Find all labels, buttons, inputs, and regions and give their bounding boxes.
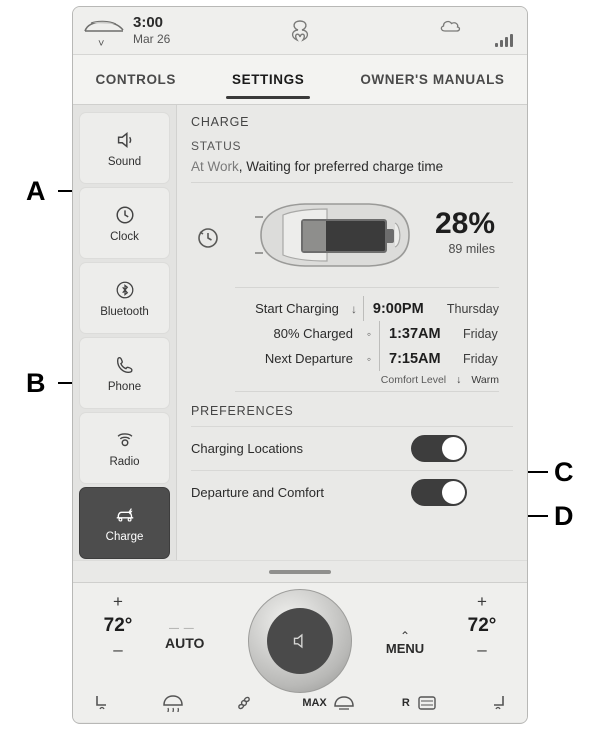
tab-owners-manuals[interactable]: OWNER'S MANUALS — [360, 72, 505, 87]
driver-temp-value: 72° — [103, 615, 133, 636]
bluetooth-icon — [114, 279, 136, 301]
charging-locations-toggle[interactable] — [411, 435, 467, 462]
driver-temp-control[interactable] — [87, 593, 149, 659]
eighty-percent-row[interactable] — [235, 321, 499, 346]
settings-body — [73, 105, 527, 560]
auto-button[interactable]: AUTO — [165, 635, 205, 651]
charging-locations-row[interactable] — [191, 426, 513, 470]
sidebar-item-label: Clock — [110, 230, 139, 243]
sidebar-item-radio[interactable] — [79, 412, 170, 484]
front-defrost-icon[interactable] — [160, 692, 186, 714]
tab-settings[interactable]: SETTINGS — [232, 60, 304, 99]
circle-icon: ◦ — [366, 351, 372, 366]
battery-readout — [435, 209, 495, 256]
comfort-level-value: Warm — [471, 374, 499, 386]
callout-letter-d: D — [554, 501, 574, 531]
comfort-level-label: Comfort Level — [380, 374, 447, 386]
cloud-icon — [439, 18, 461, 34]
schedule-divider — [379, 346, 380, 371]
sidebar-item-label: Sound — [107, 155, 142, 168]
status-date: Mar 26 — [133, 32, 171, 46]
status-message: , Waiting for preferred charge time — [238, 159, 444, 174]
eighty-percent-day: Friday — [463, 326, 498, 341]
chevron-up-icon: ⌃ — [399, 629, 411, 643]
battery-pack-indicator — [301, 219, 387, 253]
rear-label: R — [401, 697, 410, 709]
vehicle-graphic — [191, 183, 513, 287]
battery-empty — [326, 221, 385, 251]
next-departure-label: Next Departure — [264, 351, 353, 366]
sidebar-item-sound[interactable] — [79, 112, 170, 184]
passenger-temp-value: 72° — [467, 615, 497, 636]
speaker-icon — [289, 630, 311, 652]
volume-knob-icon[interactable] — [248, 589, 352, 693]
start-charging-day: Thursday — [446, 301, 499, 316]
max-ac-button[interactable] — [302, 692, 356, 714]
next-departure-row[interactable] — [235, 346, 499, 371]
schedule-divider — [379, 321, 380, 346]
toggle-knob — [442, 481, 465, 504]
seat-heat-left-icon[interactable] — [89, 692, 115, 714]
sidebar-item-charge[interactable] — [79, 487, 170, 559]
driver-temp-decrease[interactable]: – — [113, 640, 123, 659]
battery-tip — [387, 229, 394, 243]
drag-handle[interactable] — [269, 570, 331, 574]
status-time: 3:00 — [133, 14, 164, 31]
start-charging-row[interactable] — [235, 296, 499, 321]
status-bar — [73, 7, 527, 55]
max-ac-icon — [331, 692, 357, 714]
comfort-level-row[interactable] — [235, 371, 499, 392]
signal-bars-icon — [495, 33, 513, 47]
fan-icon[interactable] — [285, 16, 315, 46]
start-charging-label: Start Charging — [255, 301, 339, 316]
start-charging-time: 9:00PM — [372, 300, 424, 317]
status-section-title: STATUS — [191, 139, 242, 153]
sidebar-item-bluetooth[interactable] — [79, 262, 170, 334]
driver-temp-increase[interactable]: + — [113, 592, 123, 611]
infotainment-screen — [72, 6, 528, 724]
drag-handle-area[interactable] — [73, 560, 527, 582]
sidebar-item-label: Bluetooth — [100, 305, 149, 318]
eighty-percent-time: 1:37AM — [389, 325, 441, 342]
charge-car-icon — [114, 504, 136, 526]
battery-fill — [303, 221, 326, 251]
next-departure-day: Friday — [463, 351, 498, 366]
battery-range: 89 miles — [448, 242, 495, 256]
scheduled-charge-icon — [195, 225, 221, 251]
panel-title: CHARGE — [191, 115, 250, 129]
status-location: At Work — [191, 159, 239, 174]
toggle-knob — [442, 437, 465, 460]
menu-button-label: MENU — [385, 641, 425, 656]
eighty-percent-label: 80% Charged — [273, 326, 353, 341]
seat-heat-right-icon[interactable] — [485, 692, 511, 714]
speaker-icon — [114, 129, 136, 151]
tab-controls[interactable]: CONTROLS — [95, 72, 176, 87]
radio-icon — [114, 429, 136, 451]
climate-bar — [73, 582, 527, 722]
clock-icon — [114, 204, 136, 226]
departure-comfort-row[interactable] — [191, 470, 513, 514]
climate-icon-row — [73, 692, 527, 714]
rear-defrost-button[interactable] — [402, 692, 440, 714]
auto-dashes: — — — [169, 623, 195, 634]
volume-knob-center[interactable] — [267, 608, 333, 674]
charging-locations-label: Charging Locations — [191, 441, 304, 456]
passenger-temp-decrease[interactable]: – — [477, 640, 487, 659]
passenger-temp-control[interactable] — [451, 593, 513, 659]
preferences-title: PREFERENCES — [191, 404, 294, 418]
comfort-arrow-icon: ↓ — [456, 374, 462, 386]
next-departure-time: 7:15AM — [389, 350, 441, 367]
schedule-divider — [363, 296, 364, 321]
car-icon[interactable] — [83, 19, 125, 35]
sidebar-item-label: Radio — [109, 455, 140, 468]
departure-comfort-label: Departure and Comfort — [191, 485, 324, 500]
battery-percent: 28% — [434, 207, 495, 240]
circle-icon: ◦ — [366, 326, 372, 341]
top-tab-bar — [73, 55, 527, 105]
settings-sidebar — [73, 105, 177, 560]
charge-panel — [177, 105, 527, 560]
sidebar-item-label: Phone — [107, 380, 142, 393]
callout-letter-c: C — [554, 457, 574, 487]
charge-schedule — [235, 287, 499, 392]
sidebar-item-clock[interactable] — [79, 187, 170, 259]
menu-button[interactable] — [375, 631, 435, 656]
status-line — [191, 159, 513, 183]
caret-down-icon[interactable]: ˅ — [98, 38, 105, 50]
rear-defrost-icon — [414, 692, 440, 714]
phone-icon — [114, 354, 136, 376]
sidebar-item-phone[interactable] — [79, 337, 170, 409]
passenger-temp-increase[interactable]: + — [477, 592, 487, 611]
fan-speed-icon[interactable] — [231, 692, 257, 714]
callout-letter-a: A — [26, 176, 46, 206]
callout-letter-b: B — [26, 368, 46, 398]
departure-comfort-toggle[interactable] — [411, 479, 467, 506]
sidebar-item-label: Charge — [105, 530, 144, 543]
max-label: MAX — [302, 697, 327, 709]
arrow-down-icon: ↓ — [350, 301, 357, 316]
